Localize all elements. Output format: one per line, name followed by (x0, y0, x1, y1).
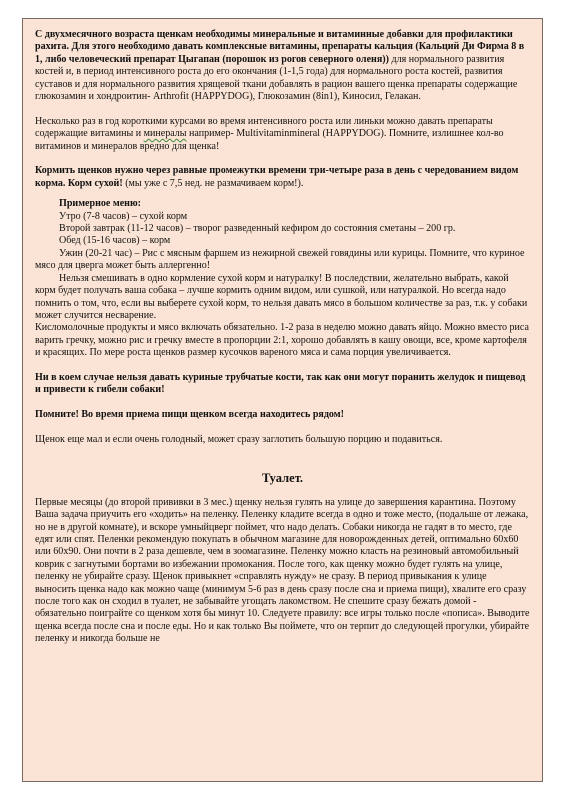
feeding-paragraph (35, 165, 530, 190)
mixing-paragraph: Нельзя смешивать в одно кормление сухой корм и натуралку! В последствии, желательно выбрать, какой корм будет получать ваша собака – лучше кормить одним видом, или сушкой, или натуралкой. Но всегда надо помнить о том, что, если вы выберете сухой корм, то нельзя давать мясо в большом количестве за раз, т.к. у собаки может случится несварение. (35, 272, 528, 321)
toilet-paragraph: Первые месяцы (до второй прививки в 3 мес.) щенку нельзя гулять на улице до завершения карантина. Поэтому Ваша задача приучить его «ходить» на пеленку. Пеленку кладите всегда в одно и тоже место, (подальше от лежака, но не в другой комнате), и вскоре умныйцверг поймет, что надо делать. Собаки никогда не гадят в то место, где едят или спят. Пеленки рекомендую покупать в обычном магазине для новорожденных детей, оптимально 60х60 или 60х90. Они почти в 2 раза дешевле, чем в зоомагазине. Пеленку можно класть на резиновый автомобильный коврик с загнутыми бортами во избежании промокания. После того, как щенку можно будет гулять на улице, пеленку не убирайте сразу. Щенок привыкнет «справлять нужду» не сразу. В период привыкания к улице выносить щенка надо как можно чаще (минимум 5-6 раз в день сразу после сна и приема пищи), хвалите его сразу после того как он сходил в туалет, не забывайте угощать лакомством. Не спешите сразу бежать домой - обязательно поиграйте со щенком хотя бы минут 10. Следуете правилу: все игры только после «пописа». Выводите щенка всегда после сна и после еды. Но и как только Вы поймете, что он терпит до следующей прогулки, убирайте пеленку и никогда больше не (35, 496, 530, 645)
feeding-bold: Кормить щенков нужно через равные промежутки времени три-четыре раза в день с чередованием видом корма. Корм сухой! (35, 165, 519, 189)
menu-item: Утро (7-8 часов) – сухой корм (59, 210, 188, 222)
bones-warning: Ни в коем случае нельзя давать куриные трубчатые кости, так как они могут поранить желудок и пищевод и привести к гибели собаки! (35, 371, 526, 396)
vitamins-paragraph (35, 116, 530, 153)
section-title-toilet: Туалет. (261, 471, 304, 486)
intro-bold: С двухмесячного возраста щенкам необходимы минеральные и витаминные добавки для профилактики рахита. Для этого необходимо давать комплексные витамины, препараты кальция (Кальций Ди Фирма 8 в 1, либо человеческий препарат Цыгапан (порошок из рогов северного оленя)) (35, 29, 525, 65)
menu-heading: Примерное меню: (59, 198, 141, 210)
vitamins-after: например- Multivitaminmineral (HAPPYDOG). Помните, излишнее кол-во витаминов и минералов вредно для щенка! (35, 128, 504, 152)
intro-rest: для нормального развития костей и, в период интенсивного роста до его окончания (1-1,5 года) для нормального роста костей, развития суставов и для нормального развития хрящевой ткани добавлять в рацион вашего щенка препараты содержащие глюкозамин и хондроитин- Arthrofit (HAPPYDOG), Глюкозамин (8in1), Киносил, Гелакан. (35, 53, 518, 103)
menu-item: Второй завтрак (11-12 часов) – творог разведенный кефиром до состояния сметаны – 200 гр. (59, 223, 456, 235)
stay-near-warning: Помните! Во время приема пищи щенком всегда находитесь рядом! (35, 409, 344, 421)
intro-paragraph (35, 29, 530, 103)
vitamins-before: Несколько раз в год короткими курсами во время интенсивного роста или линьки можно давать препараты содержащие витамины и (35, 115, 493, 140)
menu-item: Обед (15-16 часов) – корм (59, 235, 171, 247)
document-page (22, 18, 543, 782)
feeding-rest: (мы уже с 7,5 нед. не размачиваем корм!). (122, 177, 304, 189)
choking-paragraph: Щенок еще мал и если очень голодный, может сразу заглотить большую порцию и подавиться. (35, 433, 443, 445)
spellcheck-word: минералы (143, 128, 187, 140)
menu-item: Ужин (20-21 час) – Рис с мясным фаршем из нежирной свежей говядины или курицы. Помните, что куриное мясо для цверга может быть аллергенно! (35, 247, 525, 272)
dairy-paragraph: Кисломолочные продукты и мясо включать обязательно. 1-2 раза в неделю можно давать яйцо. Можно вместо риса варить гречку, можно рис и гречку вместе в пропорции 2:1, хорошо добавлять в кашу овощи, все, кроме картофеля и красящих. По мере роста щенков размер кусочков вареного мяса и сама порция увеличивается. (35, 322, 529, 359)
